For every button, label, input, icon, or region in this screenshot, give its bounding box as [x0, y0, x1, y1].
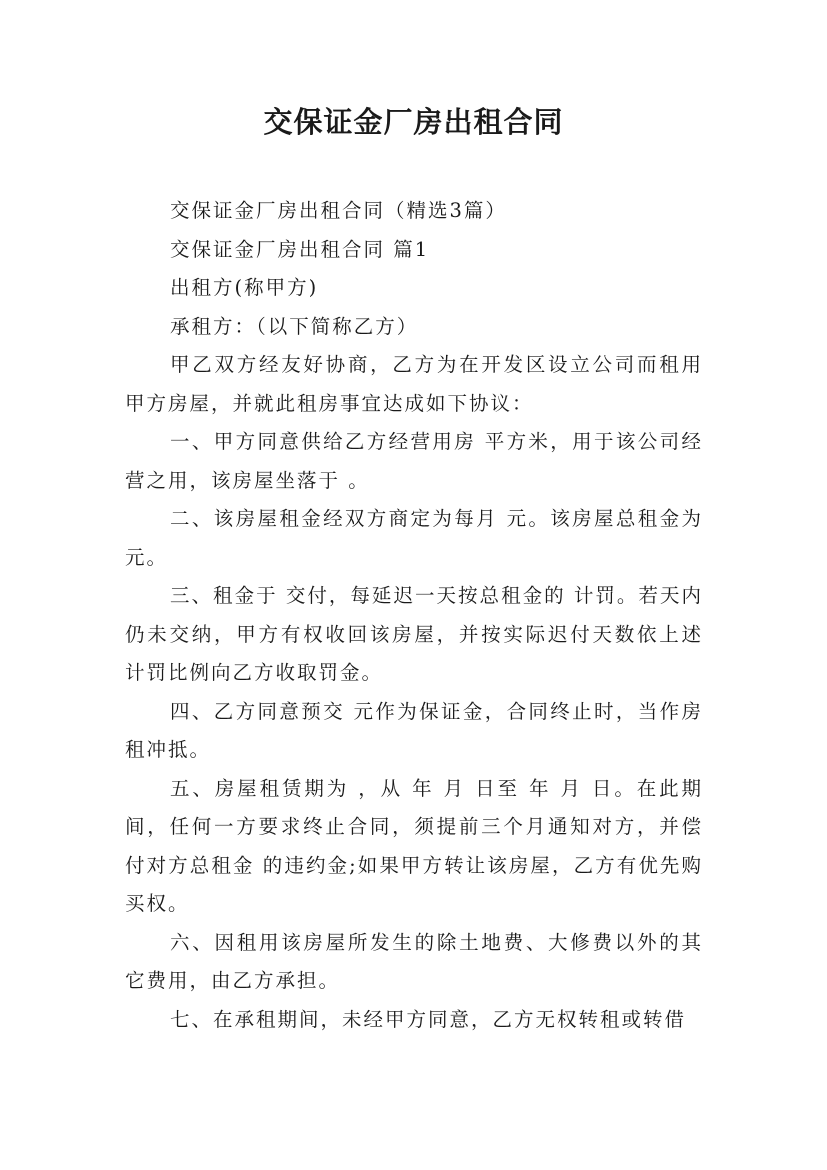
paragraph-lessor: 出租方(称甲方) — [170, 276, 319, 299]
paragraph-clause-7: 七、在承租期间，未经甲方同意，乙方无权转租或转借 — [170, 1007, 687, 1031]
paragraph-clause-2: 二、该房屋租金经双方商定为每月 元。该房屋总租金为 元。 — [125, 507, 703, 569]
paragraph-clause-6: 六、因租用该房屋所发生的除土地费、大修费以外的其它费用，由乙方承担。 — [125, 930, 703, 992]
paragraph-clause-3: 三、租金于 交付，每延迟一天按总租金的 计罚。若天内仍未交纳，甲方有权收回该房屋，并按实际迟付天数依上述计罚比例向乙方收取罚金。 — [125, 584, 703, 684]
paragraph-clause-5: 五、房屋租赁期为 ，从 年 月 日至 年 月 日。在此期间，任何一方要求终止合同，须提前三个月通知对方，并偿付对方总租金 的违约金;如果甲方转让该房屋，乙方有优先购买权。 — [125, 776, 703, 915]
document-title: 交保证金厂房出租合同 — [263, 105, 564, 139]
paragraph-lessee: 承租方：（以下简称乙方） — [170, 314, 419, 338]
paragraph-clause-1: 一、甲方同意供给乙方经营用房 平方米，用于该公司经营之用，该房屋坐落于 。 — [125, 430, 703, 492]
paragraph-preamble: 甲乙双方经友好协商，乙方为在开发区设立公司而租用甲方房屋，并就此租房事宜达成如下协议： — [125, 353, 703, 415]
paragraph-clause-4: 四、乙方同意预交 元作为保证金，合同终止时，当作房租冲抵。 — [125, 699, 703, 761]
document-body — [125, 192, 703, 1039]
paragraph-subtitle: 交保证金厂房出租合同（精选3篇） — [170, 199, 507, 222]
paragraph-section-heading: 交保证金厂房出租合同 篇1 — [170, 237, 430, 261]
